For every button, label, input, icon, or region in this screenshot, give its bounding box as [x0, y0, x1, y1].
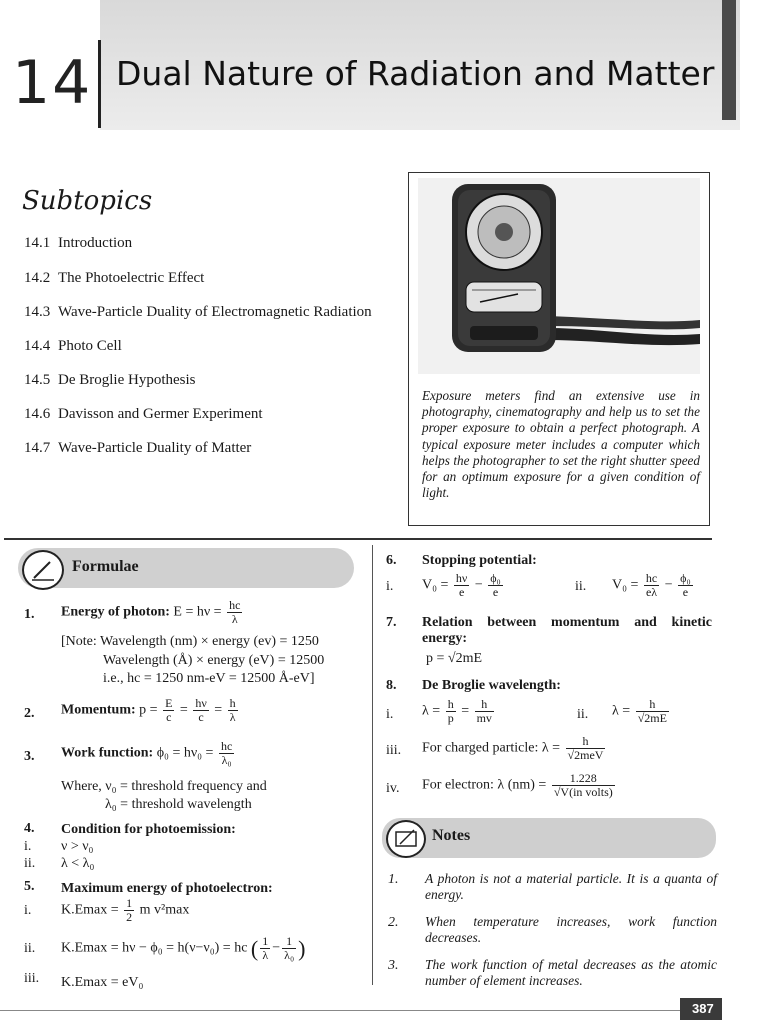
formula-expr: E = hν =: [173, 604, 222, 620]
sub-index: i.: [386, 579, 394, 594]
formula-energy-of-photon: [61, 599, 244, 626]
subtopic-num: 14.7: [24, 440, 51, 456]
denominator: λ: [231, 612, 238, 626]
formula-de-broglie-iv: [422, 772, 617, 799]
header-edge: [722, 0, 736, 120]
numerator: hν: [195, 696, 207, 710]
equals: =: [461, 703, 470, 719]
formula-label: Maximum energy of photoelectron:: [61, 881, 273, 896]
denominator: eλ: [645, 585, 658, 599]
subtopic-label: The Photoelectric Effect: [58, 270, 205, 286]
numerator: h: [447, 697, 454, 711]
formula-number: 8.: [386, 678, 397, 693]
exposure-meter-photo: [418, 178, 700, 374]
numerator: hc: [220, 739, 233, 753]
fraction: [282, 935, 296, 962]
subtopic-item: [24, 338, 122, 355]
sub-index: i.: [24, 839, 32, 854]
condition-text: λ < λ₀: [61, 856, 95, 871]
formula-label: Work function:: [61, 745, 154, 761]
fraction: [678, 572, 693, 599]
formula-expr: V₀ =: [612, 577, 639, 593]
denominator: e: [682, 585, 689, 599]
formula-stopping-potential-i: [422, 572, 505, 599]
formula-expr: p = √2mE: [426, 651, 483, 666]
formula-number: 3.: [24, 749, 35, 764]
notebook-icon: [386, 820, 426, 858]
formula-number: 6.: [386, 553, 397, 568]
numerator: h: [229, 696, 236, 710]
fraction: [644, 572, 659, 599]
fraction: [636, 698, 669, 725]
subtopic-item: [24, 270, 204, 287]
formula-expr: p =: [139, 702, 158, 718]
formula-expr: K.Emax =: [61, 902, 119, 918]
where-line: Where, ν₀ = threshold frequency and: [61, 779, 267, 794]
formula-expr: ϕ₀ = hν₀ =: [156, 745, 214, 761]
minus: −: [272, 940, 281, 956]
fraction: [446, 698, 456, 725]
denominator: 2: [126, 910, 133, 924]
denominator: λ₀: [221, 753, 232, 767]
note-line: [Note: Wavelength (nm) × energy (ev) = 1250: [61, 634, 319, 649]
note-line: i.e., hc = 1250 nm-eV = 12500 Å-eV]: [103, 671, 315, 686]
denominator: λ₀: [284, 948, 295, 962]
chapter-number: 14: [12, 48, 93, 118]
notes-heading: Notes: [432, 827, 471, 844]
numerator: hν: [455, 571, 468, 585]
column-divider: [372, 545, 373, 985]
denominator: c: [166, 710, 172, 724]
formula-label: Relation between momentum and kinetic: [422, 615, 712, 630]
numerator: 1: [262, 934, 269, 948]
formulae-banner: [18, 548, 354, 588]
subtopic-num: 14.6: [24, 406, 51, 422]
note-item: A photon is not a material particle. It is a quanta of energy.: [425, 871, 717, 902]
formula-number: 1.: [24, 607, 35, 622]
fraction: [566, 735, 606, 762]
numerator: h: [566, 735, 606, 749]
subtopic-label: Photo Cell: [58, 338, 122, 354]
formula-expr: λ =: [612, 703, 631, 719]
fraction: [454, 572, 469, 599]
subtopic-item: [24, 304, 372, 321]
numerator: E: [165, 696, 173, 710]
note-line: Wavelength (Å) × energy (eV) = 12500: [103, 653, 325, 668]
numerator: 1: [282, 935, 296, 949]
note-item: The work function of metal decreases as the atomic number of element increases.: [425, 957, 717, 988]
denominator: √2mE: [637, 711, 667, 725]
formula-expr: m v²max: [139, 902, 190, 918]
sub-index: iii.: [386, 743, 402, 758]
condition-text: ν > ν₀: [61, 839, 94, 854]
minus: −: [474, 577, 483, 593]
formula-expr: λ =: [422, 703, 441, 719]
note-item: When temperature increases, work function decreases.: [425, 914, 717, 945]
subtopic-item: [24, 235, 132, 252]
sub-index: i.: [24, 903, 32, 918]
numerator: hc: [645, 571, 658, 585]
formula-expr: V₀ =: [422, 577, 449, 593]
formula-de-broglie-iii: [422, 735, 607, 762]
sub-index: ii.: [24, 941, 36, 956]
formula-label: De Broglie wavelength:: [422, 678, 561, 693]
subtopic-label: Wave-Particle Duality of Electromagnetic Radiation: [58, 304, 372, 320]
fraction: [163, 697, 174, 724]
subtopic-num: 14.4: [24, 338, 51, 354]
fraction: [475, 698, 494, 725]
fraction: [124, 897, 134, 924]
note-number: 1.: [388, 872, 399, 887]
formula-number: 2.: [24, 706, 35, 721]
subtopic-item: [24, 440, 251, 457]
numerator: h: [636, 698, 669, 712]
fraction: [193, 697, 208, 724]
formula-work-function: [61, 740, 236, 767]
denominator: c: [198, 710, 204, 724]
fraction: [228, 697, 238, 724]
numerator: 1: [126, 896, 133, 910]
equals: =: [179, 702, 188, 718]
denominator: √V(in volts): [553, 785, 613, 799]
numerator: 1.228: [552, 772, 615, 786]
fraction: [219, 740, 234, 767]
subtopic-num: 14.2: [24, 270, 51, 286]
formula-expr: K.Emax = hν − ϕ₀ = h(ν−ν₀) = hc: [61, 940, 248, 956]
sub-index: ii.: [577, 707, 589, 722]
equals: =: [214, 702, 223, 718]
fraction: [227, 599, 242, 626]
formula-ke-max-ii: K.Emax = hν − ϕ₀ = h(ν−ν₀) = hc ( $\frac{1}{\lambda}$ − $\frac{1}{\text{λ₀}}$ ): [61, 934, 306, 962]
formula-momentum: [61, 697, 240, 724]
denominator: λ: [262, 948, 269, 962]
exposure-meter-illustration: [418, 178, 700, 374]
numerator: ϕ₀: [680, 571, 691, 585]
denominator: λ: [229, 710, 236, 724]
formula-label: Stopping potential:: [422, 553, 537, 568]
formula-label: Energy of photon:: [61, 604, 170, 620]
fraction: [260, 935, 270, 962]
numerator: h: [475, 698, 494, 712]
sub-index: iv.: [386, 781, 400, 796]
fraction: [552, 772, 615, 799]
footer-rule: [0, 1010, 680, 1011]
subtopics-heading: Subtopics: [22, 186, 153, 216]
formulae-heading: Formulae: [72, 558, 139, 575]
subtopic-item: [24, 372, 195, 389]
formula-label: Condition for photoemission:: [61, 822, 236, 837]
subtopic-label: Davisson and Germer Experiment: [58, 406, 263, 422]
fraction: [488, 572, 503, 599]
formula-expr: For charged particle: λ =: [422, 740, 561, 756]
subtopic-item: [24, 406, 263, 423]
subtopic-label: Wave-Particle Duality of Matter: [58, 440, 252, 456]
formula-label: Momentum:: [61, 702, 136, 718]
formula-number: 4.: [24, 821, 35, 836]
subtopic-num: 14.5: [24, 372, 51, 388]
denominator: e: [492, 585, 499, 599]
formula-stopping-potential-ii: [612, 572, 695, 599]
page-number: 387: [692, 1001, 714, 1016]
sub-index: ii.: [24, 856, 36, 871]
where-line: λ₀ = threshold wavelength: [105, 797, 252, 812]
chapter-separator: [98, 40, 101, 128]
formula-expr: For electron: λ (nm) =: [422, 777, 547, 793]
denominator: p: [447, 711, 454, 725]
formula-ke-max-i: [61, 897, 189, 924]
formula-expr: K.Emax = eV₀: [61, 975, 144, 990]
formula-number: 7.: [386, 615, 397, 630]
denominator: √2meV: [567, 748, 604, 762]
sub-index: i.: [386, 707, 394, 722]
formula-number: 5.: [24, 879, 35, 894]
minus: −: [664, 577, 673, 593]
photo-caption: Exposure meters find an extensive use in photography, cinematography and help us to set the proper exposure to obtain a perfect photograph. A typical exposure meter includes a computer which helps the photographer to set the right shutter speed for an optimum exposure for a given condition of light.: [422, 388, 700, 501]
subtopic-num: 14.1: [24, 235, 51, 251]
note-number: 2.: [388, 915, 399, 930]
sub-index: iii.: [24, 971, 40, 986]
note-number: 3.: [388, 958, 399, 973]
numerator: ϕ₀: [490, 571, 501, 585]
formula-de-broglie-i: [422, 698, 496, 725]
chapter-title: Dual Nature of Radiation and Matter: [116, 54, 715, 93]
formula-de-broglie-ii: [612, 698, 671, 725]
subtopic-num: 14.3: [24, 304, 51, 320]
subtopic-label: De Broglie Hypothesis: [58, 372, 196, 388]
denominator: e: [458, 585, 465, 599]
denominator: mv: [476, 711, 492, 725]
formula-label: energy:: [422, 631, 468, 646]
sub-index: ii.: [575, 579, 587, 594]
numerator: hc: [229, 598, 241, 612]
formula-icon: [22, 550, 64, 590]
section-divider: [4, 538, 712, 540]
subtopic-label: Introduction: [58, 235, 133, 251]
